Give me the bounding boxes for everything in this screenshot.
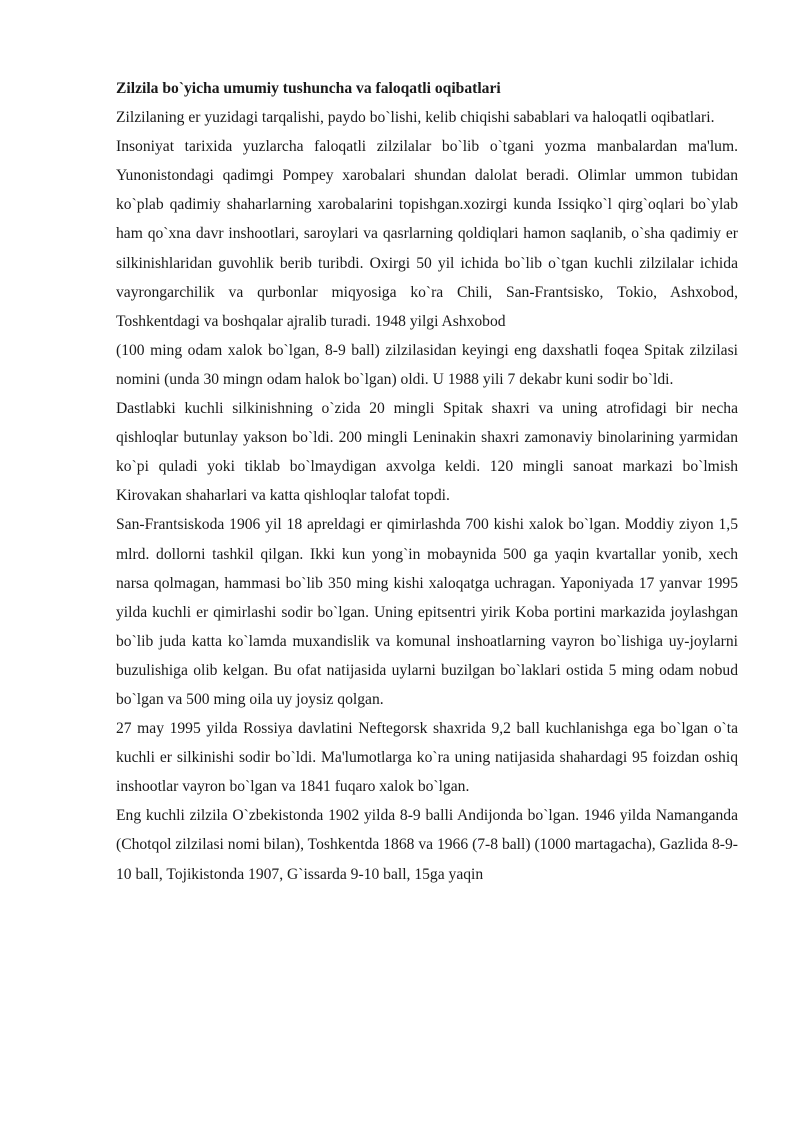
- paragraph-intro: Zilzilaning er yuzidagi tarqalishi, paydo bo`lishi, kelib chiqishi sabablari va haloqatli oqibatlari.: [116, 109, 715, 127]
- paragraph-neftegorsk: 27 may 1995 yilda Rossiya davlatini Neftegorsk shaxrida 9,2 ball kuchlanishga ega bo`lgan o`ta kuchli er silkinishi sodir bo`ldi. Ma'lumotlarga ko`ra uning natijasida shahardagi 95 foizdan oshiq inshootlar vayron bo`lgan va 1841 fuqaro xalok bo`lgan.: [116, 720, 738, 796]
- paragraph-first-shock: Dastlabki kuchli silkinishning o`zida 20 mingli Spitak shaxri va uning atrofidagi bir necha qishloqlar butunlay yakson bo`ldi. 200 mingli Leninakin shaxri zamonaviy binolarining yarmidan ko`pi quladi yoki tiklab bo`lmaydigan axvolga keldi. 120 mingli sanoat markazi bo`lmish Kirovakan shaharlari va katta qishloqlar talofat topdi.: [116, 400, 738, 505]
- paragraph-history: Insoniyat tarixida yuzlarcha faloqatli zilzilalar bo`lib o`tgani yozma manbalardan ma'lum. Yunonistondagi qadimgi Pompey xarobalari shundan dalolat beradi. Olimlar ummon tubidan ko`plab qadimiy shaharlarning xarobalarini topishgan.xozirgi kunda Issiqko`l qirg`oqlari bo`ylab ham qo`xna davr inshootlari, saroylari va qasrlarning qoldiqlari hamon saqlanib, o`sha qadimiy er silkinishlaridan guvohlik berib turibdi. Oxirgi 50 yil ichida bo`lib o`tgan kuchli zilzilalar ichida vayrongarchilik va qurbonlar miqyosiga ko`ra Chili, San-Frantsisko, Tokio, Ashxobod, Toshkentdagi va boshqalar ajralib turadi. 1948 yilgi Ashxobod: [116, 138, 738, 330]
- paragraph-spitak: (100 ming odam xalok bo`lgan, 8-9 ball) zilzilasidan keyingi eng daxshatli foqea Spitak zilzilasi nomini (unda 30 mingn odam halok bo`lgan) oldi. U 1988 yili 7 dekabr kuni sodir bo`ldi.: [116, 341, 738, 388]
- document-page: [116, 74, 738, 889]
- document-title: Zilzila bo`yicha umumiy tushuncha va faloqatli oqibatlari: [116, 80, 501, 97]
- paragraph-uzbekistan: Eng kuchli zilzila O`zbekistonda 1902 yilda 8-9 balli Andijonda bo`lgan. 1946 yilda Namanganda (Chotqol zilzilasi nomi bilan), Toshkentda 1868 va 1966 (7-8 ball) (1000 martagacha), Gazlida 8-9-10 ball, Tojikistonda 1907, G`issarda 9-10 ball, 15ga yaqin: [116, 807, 738, 883]
- paragraph-san-francisco-japan: San-Frantsiskoda 1906 yil 18 apreldagi er qimirlashda 700 kishi xalok bo`lgan. Moddiy ziyon 1,5 mlrd. dollorni tashkil qilgan. Ikki kun yong`in mobaynida 500 ga yaqin kvartallar yonib, xech narsa qolmagan, hammasi bo`lib 350 ming kishi xaloqatga uchragan. Yaponiyada 17 yanvar 1995 yilda kuchli er qimirlashi sodir bo`lgan. Uning epitsentri yirik Koba portini markazida joylashgan bo`lib juda katta ko`lamda muxandislik va komunal inshoatlarning vayron bo`lishiga uy-joylarni buzulishiga olib kelgan. Bu ofat natijasida uylarni buzilgan bo`laklari ostida 5 ming odam nobud bo`lgan va 500 ming oila uy joysiz qolgan.: [116, 516, 738, 708]
